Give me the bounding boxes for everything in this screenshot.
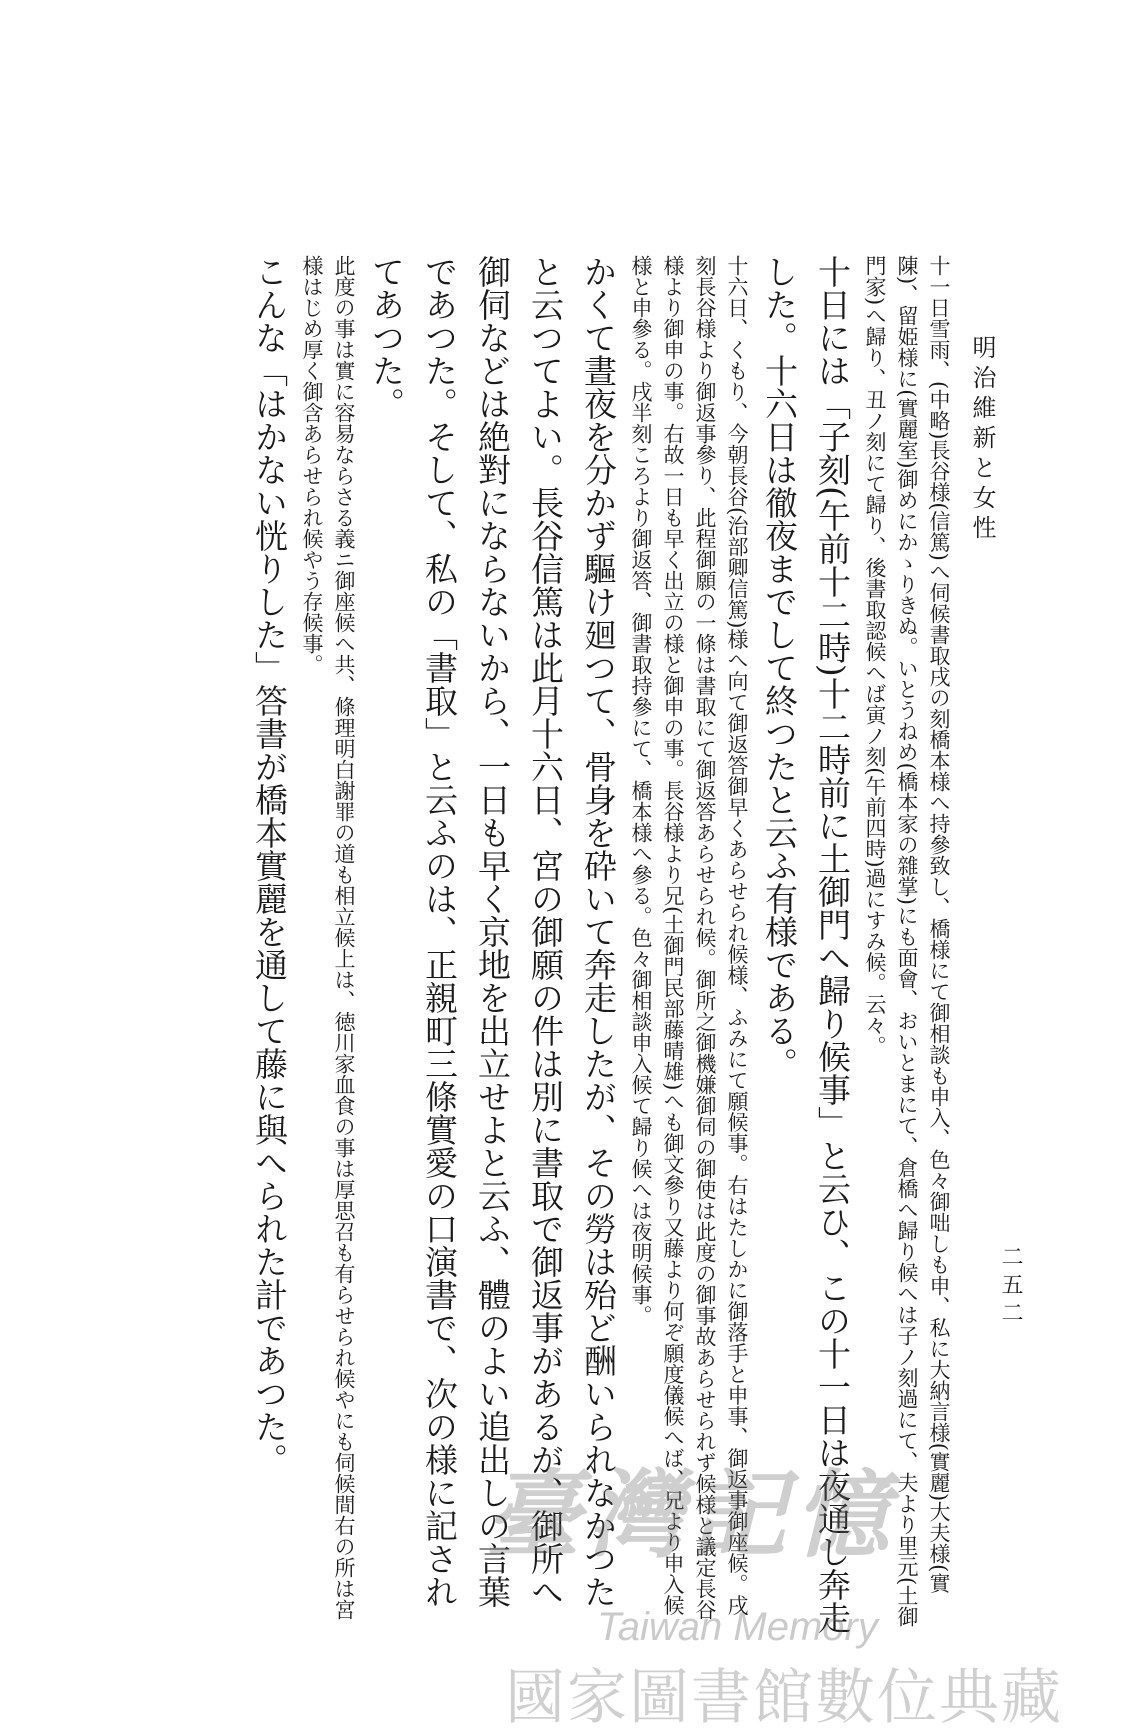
quoted-diary-entry-1: 十一日雪雨、(中略)長谷様(信篤)へ伺候書取戌の刻橋本様へ持參致し、橋様にて御相談も申入、色々御咄しも申、私に大納言様(實麗)大夫様(實陳)、留姫様に(實麗室)御めにかゝりきぬ。いとうねめ(橋本家の雜掌)にも面會、おいとまにて、倉橋へ歸り候へは子ノ刻過にて、夫より里元(土御門家)へ歸り、丑ノ刻にて歸り、後書取認候へば寅ノ刻(午前四時)過にすみ候。云々。 bbox=[863, 255, 951, 1628]
page-number: 二五二 bbox=[998, 1245, 1023, 1329]
running-head-title: 明治維新と女性 bbox=[968, 335, 996, 545]
body-text bbox=[100, 255, 955, 1635]
body-paragraph-3: こんな「はかない恍りした」答書が橋本實麗を通して藤に與へられた計であつた。 bbox=[250, 255, 289, 1476]
body-paragraph-1: 十日には「子刻(午前十二時)十二時前に土御門へ歸り候事」と云ひ、この十一日は夜通し奔走した。十六日は徹夜までして終つたと云ふ有様である。 bbox=[760, 255, 852, 1634]
watermark-title: 臺灣記憶 bbox=[485, 1460, 898, 1571]
watermark-subtitle: 國家圖書館數位典藏 bbox=[505, 1663, 1063, 1733]
body-paragraph-2: かくて晝夜を分かず驅け廻つて、骨身を砕いて奔走したが、その勞は殆ど酬いられなかつたと云つてよい。長谷信篤は此月十六日、宮の御願の件は別に書取で御返事があるが、御所へ御伺などは絶對にならないから、一日も早く京地を出立せよと云ふ、體のよい追出しの言葉であつた。そして、私の「書取」と云ふのは、正親町三條實愛の口演書で、次の様に記されてあつた。 bbox=[367, 255, 618, 1608]
quoted-diary-entry-2: 十六日、くもり、今朝長谷(治部卿信篤)様へ向て御返答御早くあらせられ候様、ふみにて願候事。右はたしかに御落手と申事、御返事御座候。戌刻長谷様より御返事參り、此程御願の一條は書取にて御返答あらせられ候。御所之御機嫌御伺の御使は此度の御事故あらせられず候様と議定長谷様より御申の事。右故一日も早く出立の様と御申の事。長谷様より兄(土御門民部藤晴雄)へも御文參り又藤より何ぞ願度儀候へば、兄より申入候様と申參る。戌半刻ころより御返答、御書取持參にて、橋本様へ參る。色々御相談申入候て歸り候へは夜明候事。 bbox=[629, 255, 749, 1620]
watermark-english: Taiwan Memory bbox=[597, 1605, 878, 1649]
quoted-oral-statement: 此度の事は實に容易ならさる義ニ御座候へ共、條理明白謝罪の道も相立候上は、徳川家血食の事は厚思召も有らせられ候やにも伺候間右の所は宮様はじめ厚く御含あらせられ候やう存候事。 bbox=[300, 255, 356, 1620]
